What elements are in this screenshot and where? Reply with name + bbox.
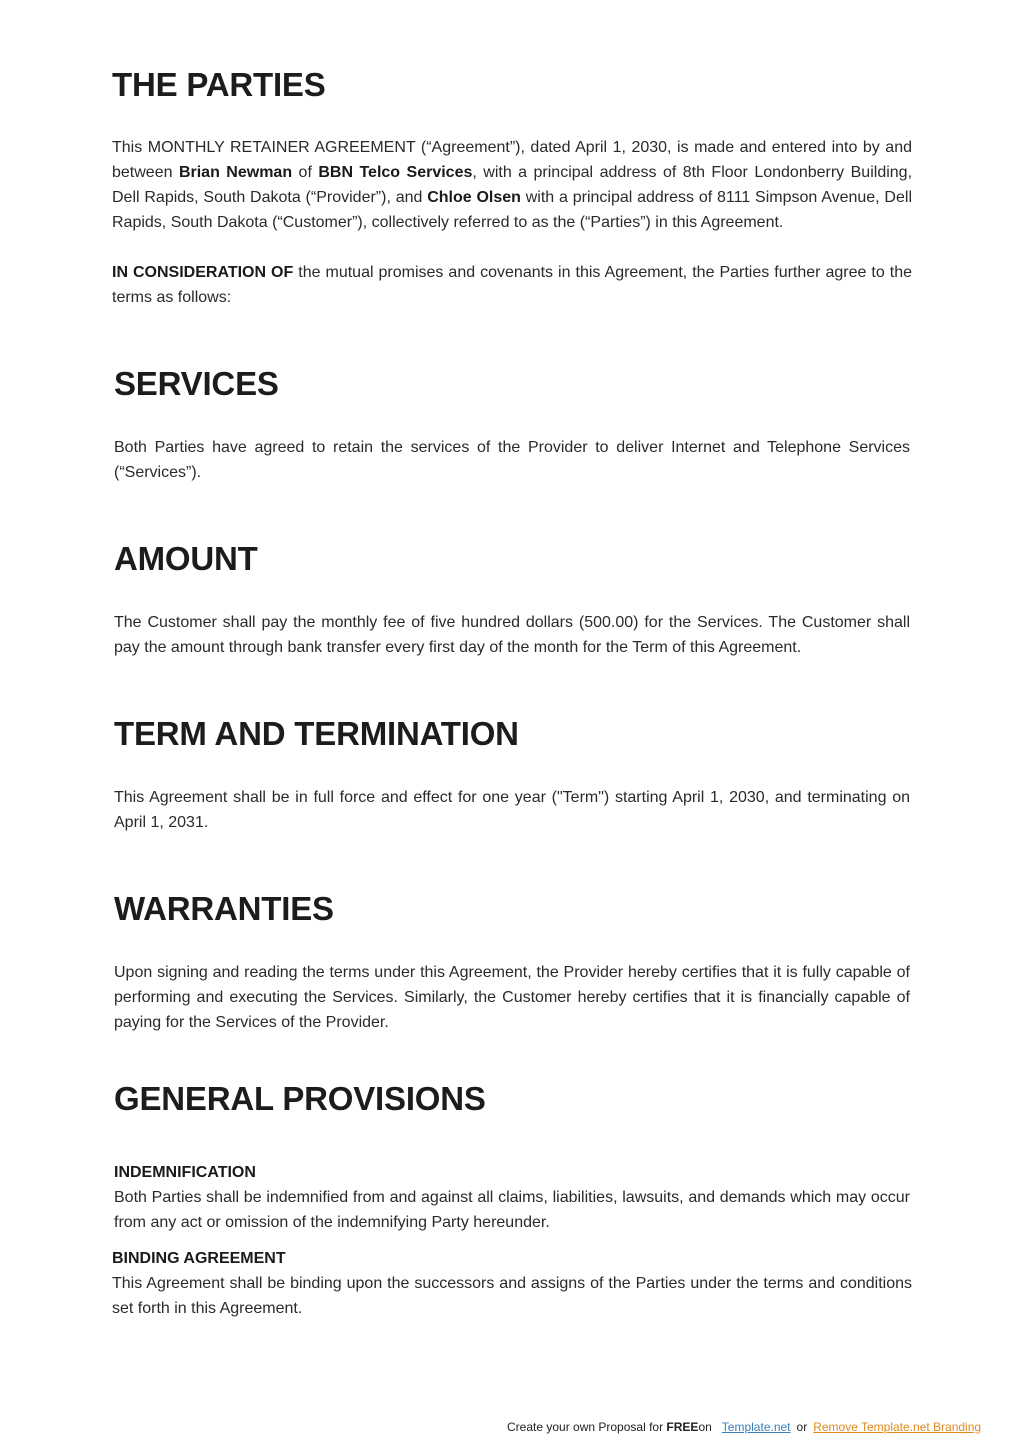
binding-agreement-paragraph: This Agreement shall be binding upon the successors and assigns of the Parties under the terms and conditions set forth in this Agreement.: [112, 1275, 912, 1317]
indemnification-paragraph: Both Parties shall be indemnified from and against all claims, liabilities, lawsuits, and demands which may occur from any act or omission of the indemnifying Party hereunder.: [114, 1189, 910, 1231]
remove-branding-link[interactable]: Remove Template.net Branding: [813, 1420, 982, 1434]
indemnification-heading: INDEMNIFICATION: [114, 1164, 256, 1181]
parties-text-3: , with a principal address of 8th Floor Londonberry Building, Dell Rapids, South Dakota (“Provider”), and: [112, 164, 913, 206]
parties-text-4: with a principal address of 8111 Simpson Avenue, Dell Rapids, South Dakota (“Customer”), collectively referred to as the (“Parties”) in this Agreement.: [112, 189, 912, 231]
customer-name: Chloe Olsen: [427, 189, 521, 206]
warranties-paragraph: Upon signing and reading the terms under this Agreement, the Provider hereby certifies that it is fully capable of performing and executing the Services. Similarly, the Customer hereby certifies that it is financially capable of paying for the Services of the Provider.: [114, 964, 910, 1031]
section-title-amount: AMOUNT: [114, 540, 258, 577]
consideration-text: the mutual promises and covenants in this Agreement, the Parties further agree to the terms as follows:: [112, 264, 912, 306]
consideration-paragraph: [112, 260, 912, 310]
consideration-lead: IN CONSIDERATION OF: [112, 264, 294, 281]
branding-footer: [507, 1418, 981, 1436]
provider-company: BBN Telco Services: [318, 164, 473, 181]
section-title-term: TERM AND TERMINATION: [114, 715, 519, 752]
section-title-parties: THE PARTIES: [112, 66, 326, 103]
footer-on: on: [698, 1420, 712, 1434]
parties-text-2: of: [292, 164, 319, 181]
term-paragraph: This Agreement shall be in full force and effect for one year ("Term") starting April 1, 2030, and terminating on April 1, 2031.: [114, 789, 910, 831]
services-paragraph: Both Parties have agreed to retain the services of the Provider to deliver Internet and Telephone Services (“Services”).: [114, 439, 910, 481]
footer-or: or: [796, 1420, 808, 1434]
binding-agreement-heading: BINDING AGREEMENT: [112, 1250, 286, 1267]
provider-name: Brian Newman: [178, 164, 293, 181]
amount-paragraph: The Customer shall pay the monthly fee of five hundred dollars (500.00) for the Services. The Customer shall pay the amount through bank transfer every first day of the month for the Term of this Agreement.: [114, 614, 910, 656]
footer-free: FREE: [666, 1420, 699, 1434]
template-net-link[interactable]: Template.net: [721, 1420, 791, 1434]
section-title-general-provisions: GENERAL PROVISIONS: [114, 1080, 486, 1117]
section-title-warranties: WARRANTIES: [114, 890, 334, 927]
section-title-services: SERVICES: [114, 365, 279, 402]
footer-prefix: Create your own Proposal for: [507, 1420, 667, 1434]
parties-paragraph: [112, 135, 912, 235]
parties-text-1: This MONTHLY RETAINER AGREEMENT (“Agreement”), dated April 1, 2030, is made and entered into by and between: [112, 139, 912, 181]
